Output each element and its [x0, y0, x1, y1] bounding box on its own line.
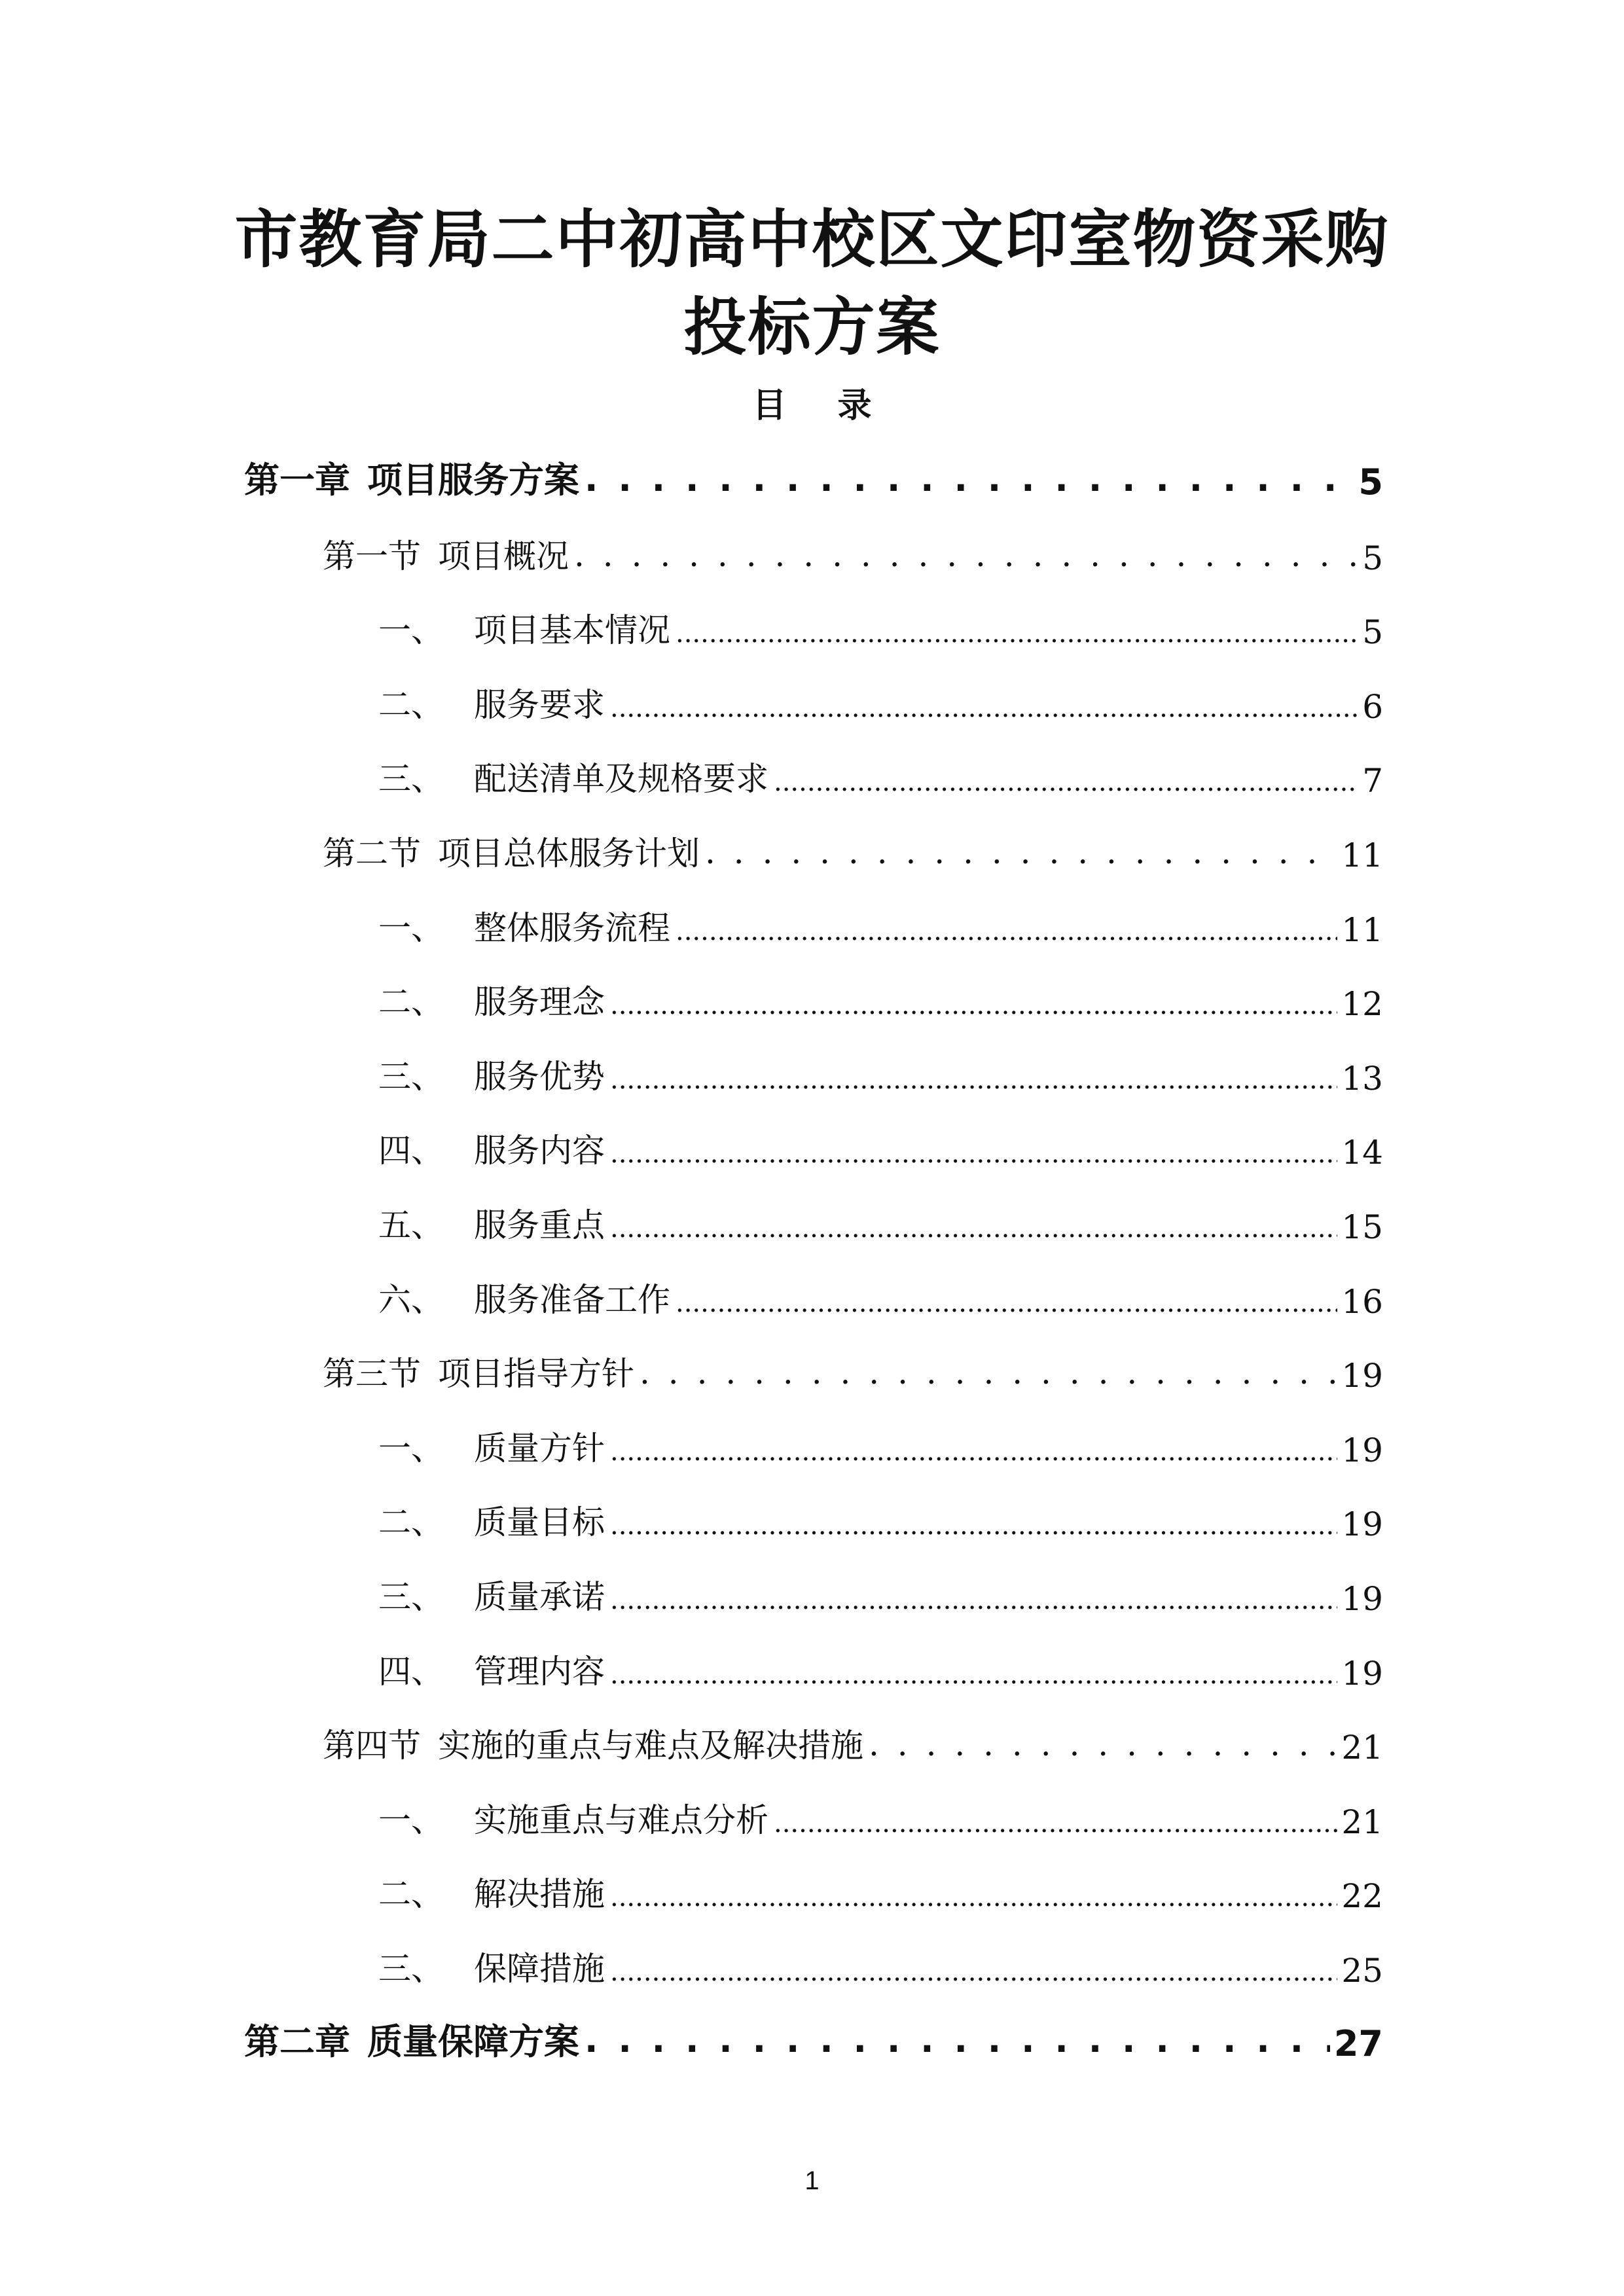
toc-entry-item[interactable]	[378, 1126, 1383, 1172]
toc-entry-label	[323, 1721, 863, 1767]
toc-entry-page-number: 27	[1333, 2022, 1383, 2064]
toc-entry-number: 四、	[378, 1652, 444, 1691]
toc-entry-section[interactable]	[323, 829, 1383, 874]
toc-entry-item[interactable]	[378, 1944, 1383, 1990]
toc-entry-label	[378, 1498, 605, 1543]
toc-entry-page-number: 19	[1341, 1505, 1383, 1544]
toc-entry-label	[323, 1349, 634, 1395]
toc-entry-page-number: 16	[1341, 1282, 1383, 1321]
toc-dot-leader	[610, 1065, 1337, 1098]
toc-entry-text: 项目指导方针	[438, 1355, 634, 1393]
toc-entry-text: 保障措施	[474, 1950, 605, 1988]
toc-dot-leader	[676, 619, 1358, 651]
toc-entry-label	[244, 457, 579, 503]
toc-entry-text: 解决措施	[474, 1875, 605, 1914]
toc-entry-number: 第一章	[244, 459, 350, 501]
toc-dot-leader	[610, 990, 1337, 1023]
toc-entry-item[interactable]	[378, 605, 1383, 651]
toc-entry-number: 三、	[378, 1950, 444, 1988]
toc-entry-page-number: 19	[1341, 1580, 1383, 1618]
toc-entry-text: 配送清单及规格要求	[474, 760, 768, 798]
toc-entry-page-number: 6	[1362, 687, 1383, 726]
toc-entry-number: 三、	[378, 760, 444, 798]
toc-dot-leader	[610, 1511, 1337, 1543]
toc-entry-page-number: 5	[1362, 613, 1383, 652]
toc-dot-leader	[610, 1139, 1337, 1172]
toc-entry-number: 第二节	[323, 834, 421, 872]
toc-dot-leader	[705, 842, 1337, 874]
toc-entry-label	[378, 1647, 605, 1693]
toc-entry-text: 质量方针	[474, 1429, 605, 1467]
toc-entry-chapter[interactable]	[244, 457, 1383, 503]
toc-entry-label	[378, 605, 670, 651]
toc-entry-item[interactable]	[378, 1498, 1383, 1543]
toc-entry-number: 第四节	[323, 1727, 421, 1765]
toc-entry-number: 一、	[378, 611, 444, 650]
toc-dot-leader	[585, 2029, 1330, 2064]
toc-entry-page-number: 5	[1358, 461, 1383, 503]
toc-entry-item[interactable]	[378, 754, 1383, 800]
toc-entry-item[interactable]	[378, 1572, 1383, 1618]
toc-entry-text: 项目总体服务计划	[438, 834, 700, 872]
toc-entry-page-number: 19	[1341, 1431, 1383, 1469]
toc-entry-page-number: 25	[1341, 1952, 1383, 1990]
toc-dot-leader	[610, 1585, 1337, 1618]
toc-entry-label	[378, 903, 670, 949]
toc-entry-text: 服务内容	[474, 1132, 605, 1170]
toc-entry-label	[378, 680, 605, 726]
toc-entry-page-number: 14	[1341, 1134, 1383, 1172]
footer-page-number: 1	[804, 2166, 820, 2195]
toc-entry-page-number: 21	[1341, 1729, 1383, 1767]
toc-entry-number: 一、	[378, 908, 444, 947]
toc-entry-number: 一、	[378, 1429, 444, 1467]
toc-entry-item[interactable]	[378, 1795, 1383, 1841]
toc-entry-item[interactable]	[378, 1275, 1383, 1321]
toc-entry-label	[378, 754, 768, 800]
toc-dot-leader	[774, 1808, 1337, 1841]
toc-entry-text: 项目概况	[438, 537, 569, 575]
toc-entry-text: 服务准备工作	[474, 1280, 670, 1319]
toc-entry-number: 六、	[378, 1280, 444, 1319]
toc-entry-section[interactable]	[323, 1721, 1383, 1767]
toc-entry-number: 二、	[378, 983, 444, 1022]
toc-entry-page-number: 13	[1341, 1059, 1383, 1098]
toc-dot-leader	[610, 1660, 1337, 1693]
toc-heading: 目 录	[752, 386, 892, 425]
toc-entry-number: 二、	[378, 685, 444, 724]
toc-entry-page-number: 11	[1341, 910, 1383, 949]
toc-dot-leader	[610, 1882, 1337, 1915]
toc-entry-text: 项目基本情况	[474, 611, 670, 650]
toc-entry-text: 实施重点与难点分析	[474, 1801, 768, 1839]
toc-entry-item[interactable]	[378, 680, 1383, 726]
toc-entry-page-number: 11	[1341, 836, 1383, 874]
toc-entry-section[interactable]	[323, 531, 1383, 577]
toc-entry-number: 第一节	[323, 537, 421, 575]
toc-dot-leader	[610, 1213, 1337, 1246]
toc-entry-label	[244, 2018, 579, 2064]
toc-entry-text: 整体服务流程	[474, 908, 670, 947]
toc-entry-label	[378, 1052, 605, 1098]
toc-entry-number: 二、	[378, 1875, 444, 1914]
toc-entry-label	[323, 829, 700, 874]
toc-entry-page-number: 7	[1362, 762, 1383, 800]
toc-entry-item[interactable]	[378, 1869, 1383, 1915]
toc-entry-text: 质量保障方案	[367, 2020, 579, 2062]
toc-entry-number: 一、	[378, 1801, 444, 1839]
toc-entry-page-number: 21	[1341, 1803, 1383, 1841]
toc-entry-label	[378, 1869, 605, 1915]
toc-entry-page-number: 19	[1341, 1654, 1383, 1693]
toc-entry-item[interactable]	[378, 1424, 1383, 1469]
toc-entry-number: 第二章	[244, 2020, 350, 2062]
toc-entry-label	[378, 1424, 605, 1469]
toc-dot-leader	[676, 1288, 1337, 1321]
toc-entry-label	[378, 1200, 605, 1246]
toc-dot-leader	[640, 1362, 1337, 1395]
toc-entry-label	[378, 1275, 670, 1321]
toc-dot-leader	[610, 693, 1358, 726]
toc-dot-leader	[774, 767, 1358, 800]
toc-entry-chapter[interactable]	[244, 2018, 1383, 2064]
toc-entry-number: 四、	[378, 1132, 444, 1170]
toc-entry-label	[378, 1126, 605, 1172]
toc-entry-text: 服务优势	[474, 1057, 605, 1096]
toc-dot-leader	[574, 545, 1358, 577]
toc-entry-text: 质量承诺	[474, 1578, 605, 1616]
toc-entry-text: 服务重点	[474, 1206, 605, 1244]
toc-entry-label	[378, 1944, 605, 1990]
toc-entry-text: 服务理念	[474, 983, 605, 1022]
document-title-line-2: 投标方案	[683, 291, 941, 364]
toc-dot-leader	[610, 1437, 1337, 1469]
toc-entry-label	[378, 1795, 768, 1841]
toc-dot-leader	[585, 467, 1354, 503]
toc-entry-number: 第三节	[323, 1355, 421, 1393]
toc-dot-leader	[676, 916, 1337, 949]
toc-entry-item[interactable]	[378, 1200, 1383, 1246]
toc-entry-page-number: 5	[1362, 539, 1383, 577]
toc-entry-text: 管理内容	[474, 1652, 605, 1691]
toc-entry-label	[323, 531, 569, 577]
toc-entry-item[interactable]	[378, 903, 1383, 949]
toc-entry-number: 五、	[378, 1206, 444, 1244]
toc-entry-section[interactable]	[323, 1349, 1383, 1395]
toc-entry-page-number: 22	[1341, 1877, 1383, 1916]
toc-dot-leader	[610, 1957, 1337, 1990]
toc-entry-number: 三、	[378, 1057, 444, 1096]
toc-entry-text: 实施的重点与难点及解决措施	[438, 1727, 863, 1765]
toc-entry-item[interactable]	[378, 977, 1383, 1023]
toc-entry-item[interactable]	[378, 1052, 1383, 1098]
toc-entry-text: 服务要求	[474, 685, 605, 724]
toc-entry-number: 三、	[378, 1578, 444, 1616]
toc-entry-label	[378, 1572, 605, 1618]
toc-entry-page-number: 19	[1341, 1357, 1383, 1395]
toc-entry-item[interactable]	[378, 1647, 1383, 1693]
toc-entry-text: 质量目标	[474, 1503, 605, 1542]
toc-entry-number: 二、	[378, 1503, 444, 1542]
toc-entry-page-number: 12	[1341, 985, 1383, 1024]
toc-entry-text: 项目服务方案	[367, 459, 579, 501]
toc-entry-page-number: 15	[1341, 1208, 1383, 1246]
document-title-line-1: 市教育局二中初高中校区文印室物资采购	[234, 203, 1390, 276]
toc-dot-leader	[869, 1734, 1337, 1767]
toc-entry-label	[378, 977, 605, 1023]
